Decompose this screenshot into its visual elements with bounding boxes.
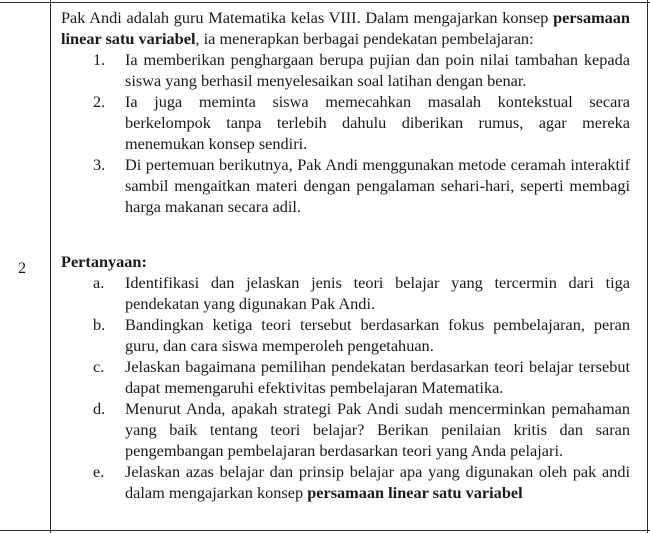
topic-bold: persamaan linear satu variabel (307, 483, 523, 502)
row-number: 2 (18, 258, 27, 277)
list-item: 1. Ia memberikan penghargaan berupa pujian dan poin nilai tambahan kepada siswa yang berhasil menyelesaikan soal latihan dengan benar. (93, 50, 630, 90)
topic-bold: persamaan linear satu variabel (61, 8, 630, 48)
question-content (61, 7, 630, 503)
table-left-divider (50, 0, 51, 533)
intro-paragraph: Pak Andi adalah guru Matematika kelas VIII. Dalam mengajarkan konsep persamaan linear satu variabel, ia menerapkan berbagai pendekatan pembelajaran: (61, 8, 630, 48)
list-item: a. Identifikasi dan jelaskan jenis teori belajar yang tercermin dari tiga pendekatan yang digunakan Pak Andi. (93, 273, 630, 313)
list-item: c. Jelaskan bagaimana pemilihan pendekatan berdasarkan teori belajar tersebut dapat memengaruhi efektivitas pembelajaran Matematika. (93, 357, 630, 397)
table-top-border (0, 2, 650, 3)
table-right-border (647, 0, 648, 533)
approach-list (61, 49, 630, 217)
list-item: e. Jelaskan azas belajar dan prinsip belajar apa yang digunakan oleh pak andi dalam mengajarkan konsep persamaan linear satu variabel (93, 462, 630, 502)
list-item: d. Menurut Anda, apakah strategi Pak Andi sudah mencerminkan pemahaman yang baik tentang teori belajar? Berikan penilaian kritis dan saran pengembangan pembelajaran berdasarkan teori yang Anda pelajari. (93, 399, 630, 460)
list-item: 3. Di pertemuan berikutnya, Pak Andi menggunakan metode ceramah interaktif sambil mengaitkan materi dengan pengalaman sehari-hari, seperti membagi harga makanan secara adil. (93, 155, 630, 216)
question-list (61, 272, 630, 503)
table-bottom-border (0, 530, 650, 531)
list-item: 2. Ia juga meminta siswa memecahkan masalah kontekstual secara berkelompok tanpa terlebih dahulu diberikan rumus, agar mereka menemukan konsep sendiri. (93, 92, 630, 153)
questions-heading: Pertanyaan: (61, 252, 147, 271)
list-item: b. Bandingkan ketiga teori tersebut berdasarkan fokus pembelajaran, peran guru, dan cara siswa memperoleh pengetahuan. (93, 315, 630, 355)
